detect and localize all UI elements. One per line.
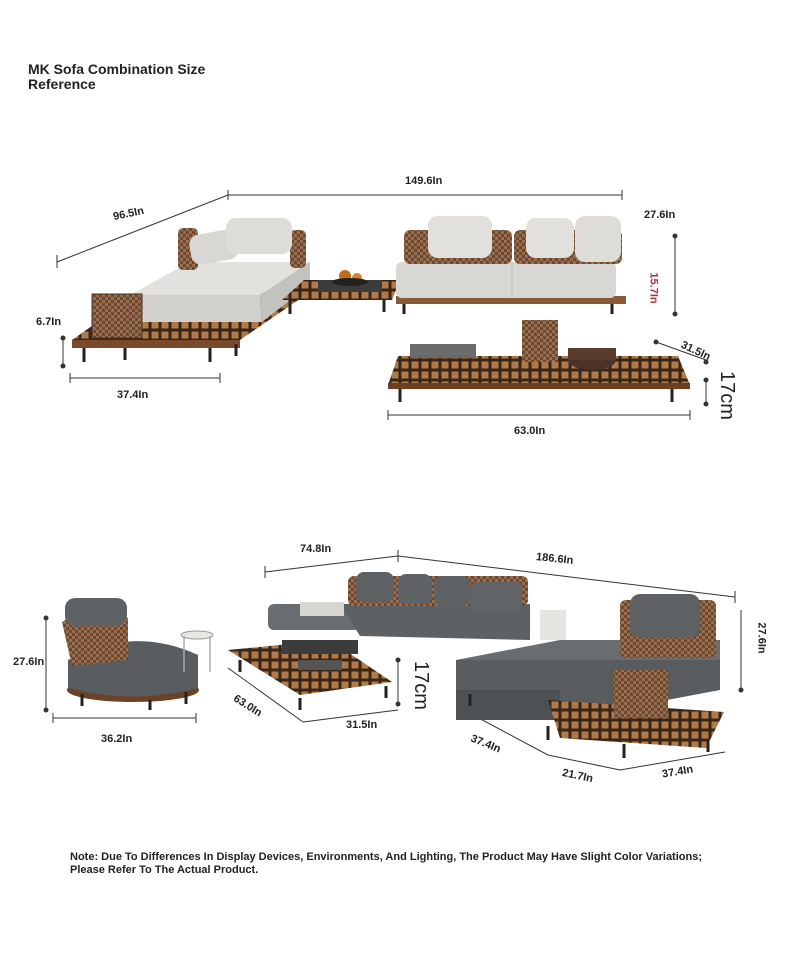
note-line-1: Note: Due To Differences In Display Devices, Environments, And Lighting, The Product May Have Slight Color Variations;: [70, 851, 702, 863]
bottom-coffee-table: [228, 640, 392, 710]
label-bottom-platform: 37.4In: [661, 763, 694, 781]
label-top-width: 149.6In: [405, 175, 443, 187]
label-top-left-width: 37.4In: [117, 389, 149, 401]
top-coffee-table: [388, 320, 690, 402]
label-bottom-table-depth: 63.0In: [231, 692, 264, 720]
label-table-height: 17cm: [715, 371, 738, 420]
label-bottom-left-width: 74.8In: [300, 543, 332, 555]
label-bottom-table-height: 17cm: [409, 661, 432, 710]
title-line-2: Reference: [28, 76, 96, 92]
label-bottom-chaise: 37.4In: [468, 732, 503, 756]
label-bottom-height: 27.6In: [755, 622, 768, 654]
label-table-width: 63.0In: [514, 425, 546, 437]
label-bottom-gap: 21.7In: [561, 766, 595, 786]
armchair: [62, 598, 199, 710]
label-top-height: 27.6In: [644, 209, 676, 221]
label-top-platform-height: 6.7In: [36, 316, 62, 328]
label-chair-width: 36.2In: [101, 733, 133, 745]
title-line-1: MK Sofa Combination Size: [28, 61, 206, 77]
note-line-2: Please Refer To The Actual Product.: [70, 864, 259, 876]
top-right-sofa: [396, 216, 626, 314]
top-rattan-basket: [92, 294, 142, 338]
label-bottom-width: 186.6In: [535, 551, 574, 567]
label-top-seat-height: 15.7In: [647, 272, 660, 304]
label-chair-height: 27.6In: [13, 656, 45, 668]
label-bottom-table-width: 31.5In: [346, 719, 378, 731]
label-table-depth: 31.5In: [678, 338, 713, 364]
label-top-depth: 96.5In: [112, 204, 146, 224]
disclaimer-note: [70, 851, 770, 877]
